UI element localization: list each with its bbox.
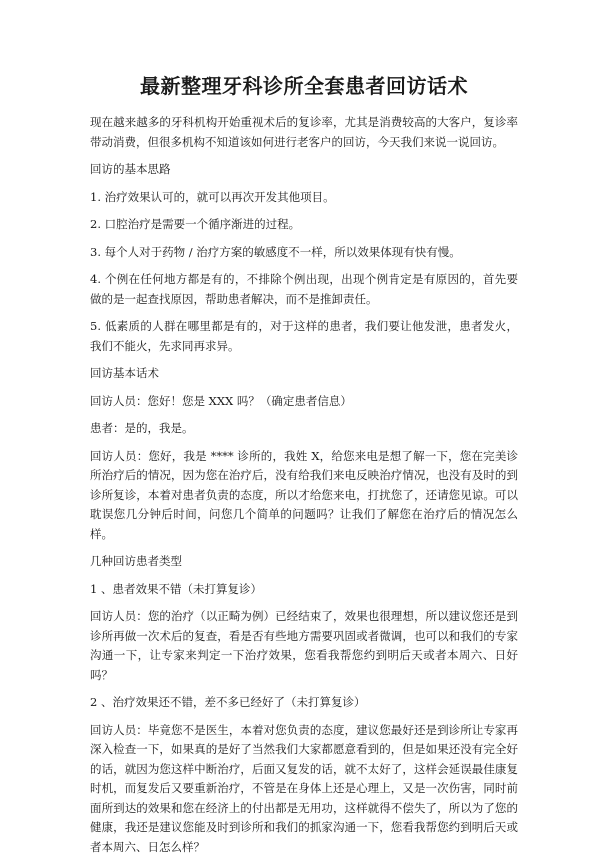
- type2-heading: 2 、治疗效果还不错，差不多已经好了（未打算复诊）: [90, 695, 366, 709]
- principle-item: 2. 口腔治疗是需要一个循序渐进的过程。: [90, 217, 301, 231]
- section-heading-patient-types: 几种回访患者类型: [90, 554, 182, 568]
- type1-heading: 1 、患者效果不错（未打算复诊）: [90, 581, 262, 596]
- principle-item: 5. 低素质的人群在哪里都是有的，对于这样的患者，我们要让他发泄，患者发火，我们不能火，先求同再求异。: [90, 319, 518, 353]
- type1-text: 回访人员：您的治疗（以正畸为例）已经结束了，效果也很理想，所以建议您还是到诊所再做一次术后的复查，看是否有些地方需要巩固或者微调，也可以和我们的专家沟通一下，让专家来判定一下治疗效果，您看我帮您约到明后天或者本周六、日好吗？: [90, 609, 518, 682]
- type2-text: 回访人员：毕竟您不是医生，本着对您负责的态度，建议您最好还是到诊所让专家再深入检查一下，如果真的是好了当然我们大家都愿意看到的，但是如果还没有完全好的话，就因为您这样中断治疗，后面又复发的话，就不太好了，这样会延误最佳康复时机，而复发后又要重新治疗，不管是在身体上还是心理上，又是一次伤害，同时前面所到达的效果和您在经济上的付出都是无用功，这样就得不偿失了，所以为了您的健康，我还是建议您能及时到诊所和我们的抓家沟通一下，您看我帮您约到明后天或者本周六、日怎么样？: [90, 722, 518, 854]
- section-heading-basic-script: 回访基本话术: [90, 366, 159, 380]
- dialog-line: 回访人员：您好，我是 **** 诊所的，我姓 X，给您来电是想了解一下，您在完美诊所治疗后的情况，因为您在治疗后，没有给我们来电反映治疗情况，也没有及时的到诊所复诊，本着对患者负责的态度，所以才给您来电，打扰您了，还请您见谅。可以耽误您几分钟后时间，问您几个简单的问题吗？让我们了解您在治疗后的情况怎么样。: [90, 448, 518, 541]
- document-title: 最新整理牙科诊所全套患者回访话术: [140, 74, 468, 98]
- principle-item: 3. 每个人对于药物 / 治疗方案的敏感度不一样，所以效果体现有快有慢。: [90, 244, 461, 259]
- principle-item: 1. 治疗效果认可的，就可以再次开发其他项目。: [90, 189, 335, 204]
- principle-item: 4. 个例在任何地方都是有的，不排除个例出现，出现个例肯定是有原因的，首先要做的是一起查找原因，帮助患者解决，而不是推卸责任。: [90, 272, 518, 306]
- section-heading-basic-approach: 回访的基本思路: [90, 162, 171, 176]
- dialog-line: 回访人员：您好！您是 XXX 吗？（确定患者信息）: [90, 393, 352, 408]
- intro-paragraph: 现在越来越多的牙科机构开始重视术后的复诊率，尤其是消费较高的大客户，复诊率带动消费，但很多机构不知道该如何进行老客户的回访，今天我们来说一说回访。: [90, 115, 518, 149]
- dialog-line: 患者：是的，我是。: [90, 421, 194, 435]
- document-page: [90, 70, 518, 865]
